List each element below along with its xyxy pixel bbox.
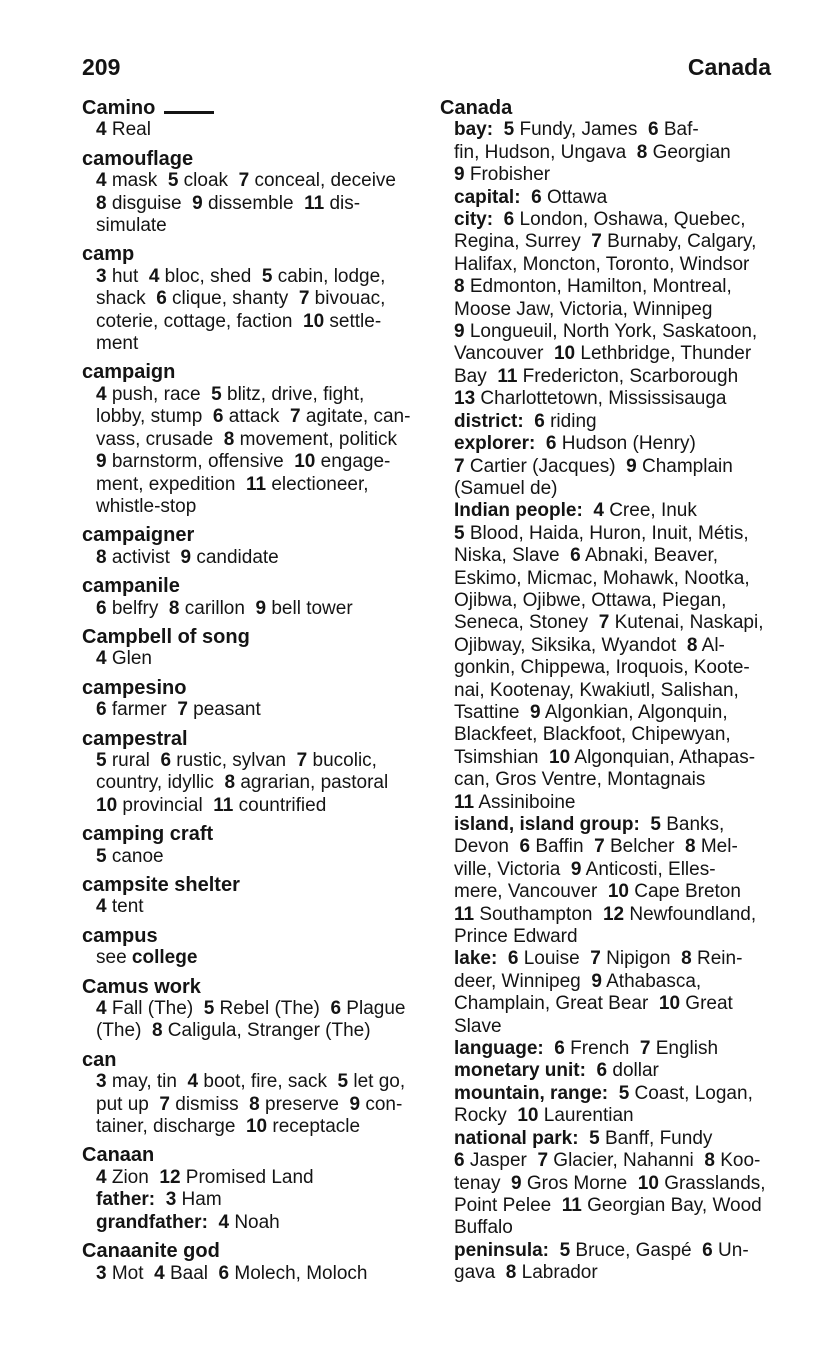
entry-line: capital: 6 Ottawa <box>454 186 608 208</box>
entry-line: 3 may, tin 4 boot, fire, sack 5 let go, <box>96 1071 406 1093</box>
entry-line: deer, Winnipeg 9 Athabasca, <box>454 970 702 992</box>
entry-line: national park: 5 Banff, Fundy <box>454 1127 713 1149</box>
entry-headword: camp <box>82 243 135 266</box>
entry-line: 11 Southampton 12 Newfoundland, <box>454 903 757 925</box>
entry-headword: campus <box>82 924 158 947</box>
entry-line: district: 6 riding <box>454 410 597 432</box>
entry-line: (Samuel de) <box>454 477 558 499</box>
entry-line: put up 7 dismiss 8 preserve 9 con- <box>96 1093 403 1115</box>
entry-line: 4 Zion 12 Promised Land <box>96 1166 314 1188</box>
entry-line: Niska, Slave 6 Abnaki, Beaver, <box>454 545 719 567</box>
entry-line: Halifax, Moncton, Toronto, Windsor <box>454 253 750 275</box>
entry-line: bay: 5 Fundy, James 6 Baf- <box>454 119 699 141</box>
dictionary-entry <box>82 1049 416 1139</box>
entry-headword: Camus work <box>82 975 201 998</box>
entry-line: father: 3 Ham <box>96 1189 222 1211</box>
entry-headword: campesino <box>82 676 187 699</box>
entry-line: shack 6 clique, shanty 7 bivouac, <box>96 288 386 310</box>
entry-line: see college <box>96 947 198 969</box>
entry-line: 9 Longueuil, North York, Saskatoon, <box>454 321 758 343</box>
entry-headword: camping craft <box>82 823 214 846</box>
text-columns <box>82 97 774 1285</box>
entry-line: Bay 11 Fredericton, Scarborough <box>454 365 739 387</box>
entry-line: Seneca, Stoney 7 Kutenai, Naskapi, <box>454 612 764 634</box>
page-number: 209 <box>82 54 121 80</box>
dictionary-entry <box>82 361 416 518</box>
dictionary-entry <box>82 575 416 620</box>
entry-line: fin, Hudson, Ungava 8 Georgian <box>454 141 731 163</box>
entry-headword: Canaan <box>82 1144 155 1167</box>
dictionary-entry <box>82 925 416 970</box>
entry-line: 4 Glen <box>96 648 152 670</box>
entry-line: 9 barnstorm, offensive 10 engage- <box>96 451 391 473</box>
entry-headword: campanile <box>82 575 180 598</box>
right-column <box>440 97 774 1285</box>
entry-line: island, island group: 5 Banks, <box>454 814 725 835</box>
entry-line: 5 Blood, Haida, Huron, Inuit, Métis, <box>454 522 749 544</box>
entry-line: Blackfeet, Blackfoot, Chipewyan, <box>454 724 731 746</box>
entry-line: 5 rural 6 rustic, sylvan 7 bucolic, <box>96 749 377 771</box>
entry-line: lake: 6 Louise 7 Nipigon 8 Rein- <box>454 948 743 970</box>
entry-line: Vancouver 10 Lethbridge, Thunder <box>454 343 752 365</box>
entry-line: 13 Charlottetown, Mississisauga <box>454 388 727 410</box>
entry-headword: Canada <box>440 97 513 119</box>
entry-headword: camouflage <box>82 147 194 170</box>
entry-line: Eskimo, Micmac, Mohawk, Nootka, <box>454 567 750 589</box>
dictionary-entry <box>82 976 416 1043</box>
entry-line: mere, Vancouver 10 Cape Breton <box>454 881 741 903</box>
entry-line: 11 Assiniboine <box>454 791 576 813</box>
entry-line: explorer: 6 Hudson (Henry) <box>454 433 696 455</box>
entry-line: whistle-stop <box>96 495 197 517</box>
entry-line: 7 Cartier (Jacques) 9 Champlain <box>454 455 733 477</box>
entry-line: Prince Edward <box>454 926 578 948</box>
entry-line: gava 8 Labrador <box>454 1262 598 1284</box>
entry-line: 8 Edmonton, Hamilton, Montreal, <box>454 276 732 298</box>
entry-line: coterie, cottage, faction 10 settle- <box>96 310 382 332</box>
dictionary-entry <box>82 823 416 868</box>
dictionary-entry <box>82 874 416 919</box>
entry-line: simulate <box>96 215 167 237</box>
dictionary-entry <box>82 148 416 238</box>
entry-line: 8 activist 9 candidate <box>96 546 279 568</box>
entry-line: Point Pelee 11 Georgian Bay, Wood <box>454 1194 762 1216</box>
entry-line: Moose Jaw, Victoria, Winnipeg <box>454 298 713 320</box>
entry-line: ville, Victoria 9 Anticosti, Elles- <box>454 858 716 880</box>
entry-line: 3 hut 4 bloc, shed 5 cabin, lodge, <box>96 265 386 287</box>
entry-line: 5 canoe <box>96 845 164 867</box>
entry-headword: Campbell of song <box>82 625 250 648</box>
entry-line: tenay 9 Gros Morne 10 Grasslands, <box>454 1172 766 1194</box>
running-head: Canada <box>687 54 771 80</box>
entry-line: ment <box>96 333 139 355</box>
dictionary-entry <box>82 626 416 671</box>
entry-line: lobby, stump 6 attack 7 agitate, can- <box>96 406 411 428</box>
dictionary-entry <box>82 97 416 142</box>
entry-line: can, Gros Ventre, Montagnais <box>454 769 706 791</box>
dictionary-entry <box>82 524 416 569</box>
dictionary-entry <box>82 677 416 722</box>
entry-line: 4 Fall (The) 5 Rebel (The) 6 Plague <box>96 998 406 1020</box>
entry-headword: campsite shelter <box>82 874 240 896</box>
page-header <box>82 54 771 80</box>
entry-headword: can <box>82 1048 117 1071</box>
entry-line: 6 belfry 8 carillon 9 bell tower <box>96 597 353 619</box>
entry-line: nai, Kootenay, Kwakiutl, Salishan, <box>454 679 739 701</box>
entry-line: Tsimshian 10 Algonquian, Athapas- <box>454 746 756 768</box>
entry-headword: campaign <box>82 361 176 384</box>
entry-line: Buffalo <box>454 1217 513 1239</box>
entry-headword: Camino <box>82 97 416 119</box>
entry-line: city: 6 London, Oshawa, Quebec, <box>454 209 746 231</box>
entry-line: Ojibwa, Ojibwe, Ottawa, Piegan, <box>454 589 727 611</box>
entry-line: gonkin, Chippewa, Iroquois, Koote- <box>454 657 750 679</box>
entry-line: Rocky 10 Laurentian <box>454 1105 634 1127</box>
entry-line: tainer, discharge 10 receptacle <box>96 1116 361 1138</box>
entry-line: 6 farmer 7 peasant <box>96 699 261 721</box>
entry-headword: Canaanite god <box>82 1240 220 1263</box>
entry-line: grandfather: 4 Noah <box>96 1211 280 1233</box>
entry-headword: campaigner <box>82 524 195 547</box>
entry-line: country, idyllic 8 agrarian, pastoral <box>96 772 389 794</box>
entry-line: Champlain, Great Bear 10 Great <box>454 993 733 1015</box>
entry-line: monetary unit: 6 dollar <box>454 1060 659 1082</box>
left-column <box>82 97 416 1285</box>
entry-line: ment, expedition 11 electioneer, <box>96 473 369 495</box>
entry-line: 4 tent <box>96 896 144 918</box>
entry-line: Tsattine 9 Algonkian, Algonquin, <box>454 701 728 723</box>
entry-line: Slave <box>454 1015 502 1037</box>
entry-line: 3 Mot 4 Baal 6 Molech, Moloch <box>96 1262 368 1284</box>
dictionary-entry <box>82 243 416 355</box>
entry-line: peninsula: 5 Bruce, Gaspé 6 Un- <box>454 1239 749 1261</box>
dictionary-entry <box>440 97 774 1285</box>
entry-line: 6 Jasper 7 Glacier, Nahanni 8 Koo- <box>454 1150 761 1172</box>
entry-line: 8 disguise 9 dissemble 11 dis- <box>96 192 361 214</box>
entry-line: Ojibway, Siksika, Wyandot 8 Al- <box>454 634 725 656</box>
entry-line: language: 6 French 7 English <box>454 1038 719 1060</box>
entry-line: 9 Frobisher <box>454 164 551 186</box>
entry-line: Regina, Surrey 7 Burnaby, Calgary, <box>454 231 757 253</box>
entry-headword: campestral <box>82 727 188 750</box>
dictionary-entry <box>82 1144 416 1234</box>
entry-line: (The) 8 Caligula, Stranger (The) <box>96 1020 371 1042</box>
entry-line: Indian people: 4 Cree, Inuk <box>454 500 697 522</box>
dictionary-entry <box>82 1240 416 1285</box>
entry-line: Devon 6 Baffin 7 Belcher 8 Mel- <box>454 836 738 858</box>
entry-line: 4 Real <box>96 119 151 141</box>
fill-in-blank-rule <box>164 110 214 114</box>
entry-line: 4 mask 5 cloak 7 conceal, deceive <box>96 170 396 192</box>
entry-line: mountain, range: 5 Coast, Logan, <box>454 1082 753 1104</box>
entry-line: 4 push, race 5 blitz, drive, fight, <box>96 383 365 405</box>
dictionary-entry <box>82 728 416 818</box>
entry-line: vass, crusade 8 movement, politick <box>96 428 397 450</box>
entry-line: 10 provincial 11 countrified <box>96 794 327 816</box>
